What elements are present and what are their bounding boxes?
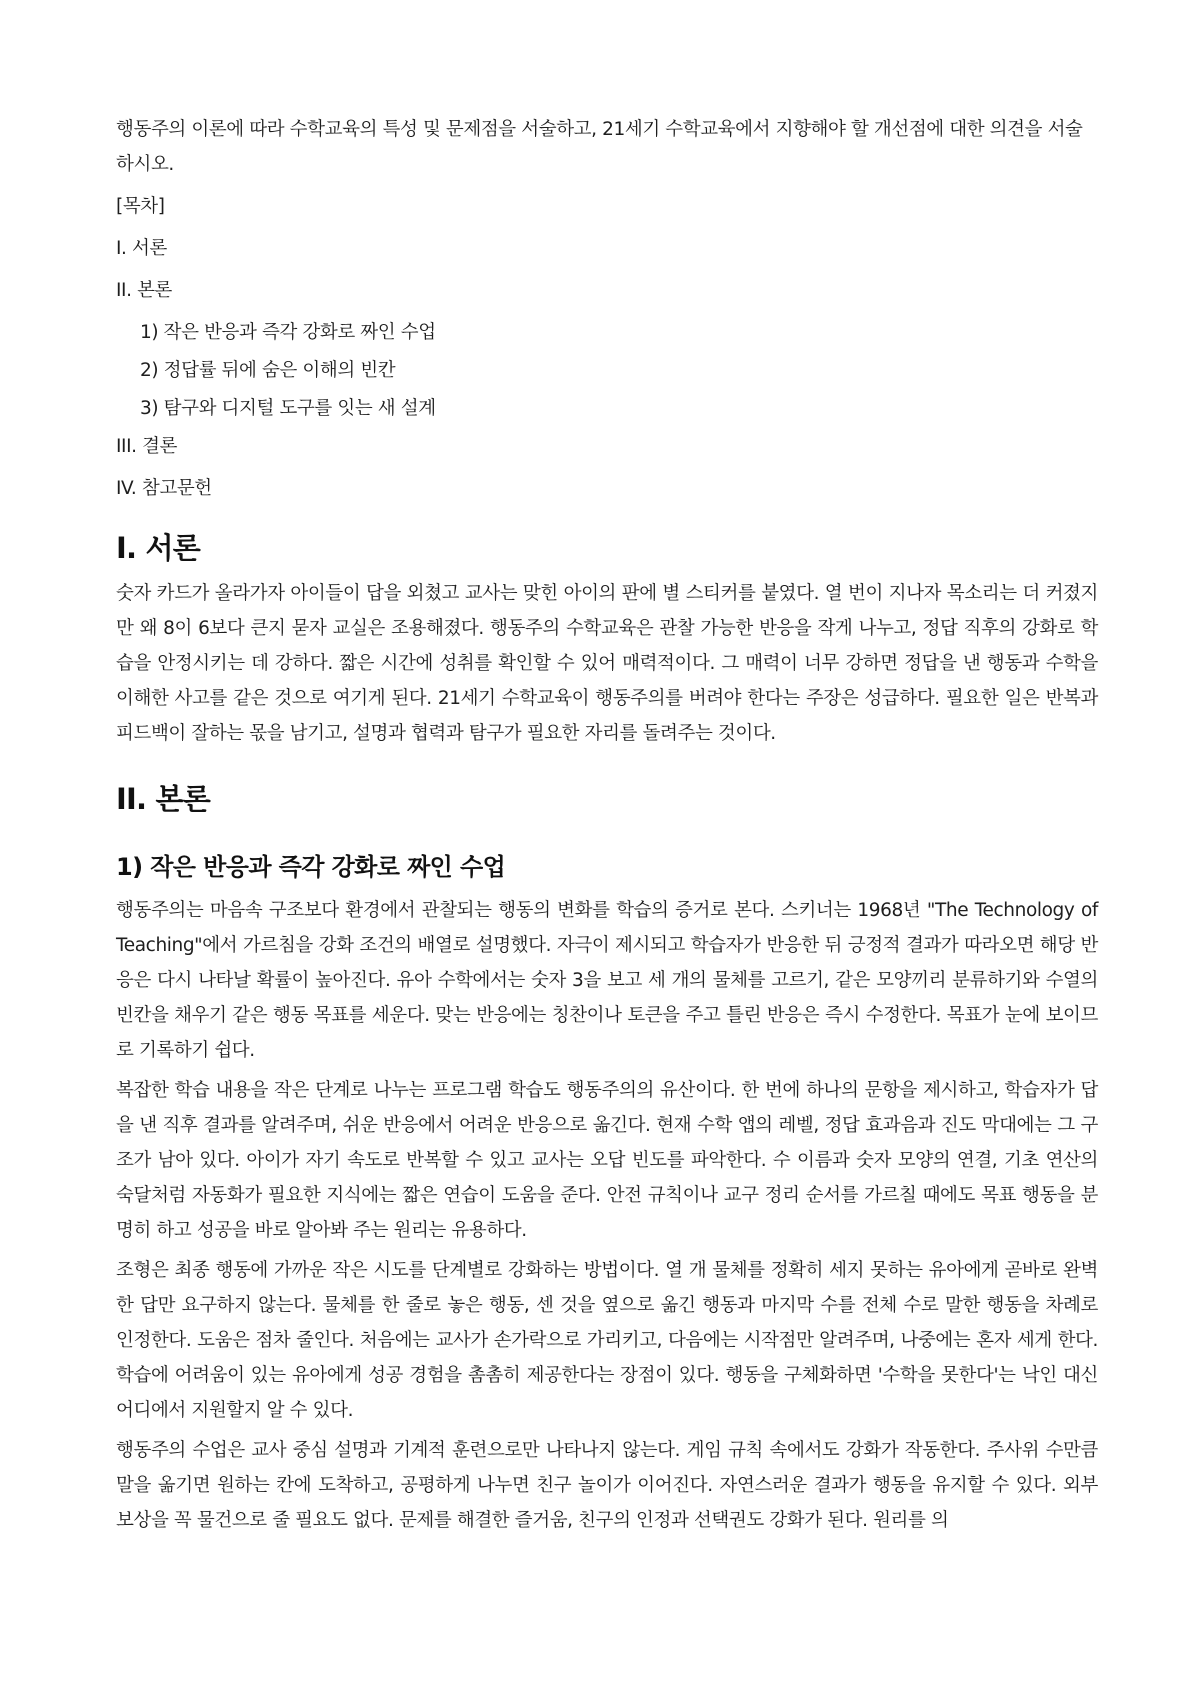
toc-item-body-1: 1) 작은 반응과 즉각 강화로 짜인 수업: [140, 322, 436, 343]
section-1-heading: 1) 작은 반응과 즉각 강화로 짜인 수업: [116, 853, 506, 881]
section-1-paragraph-1: 행동주의는 마음속 구조보다 환경에서 관찰되는 행동의 변화를 학습의 증거로 본다. 스키너는 1968년 "The Technology of Teaching"에서 가르침을 강화 조건의 배열로 설명했다. 자극이 제시되고 학습자가 반응한 뒤 긍정적 결과가 따라오면 해당 반응은 다시 나타날 확률이 높아진다. 유아 수학에서는 숫자 3을 보고 세 개의 물체를 고르기, 같은 모양끼리 분류하기와 수열의 빈칸을 채우기 같은 행동 목표를 세운다. 맞는 반응에는 칭찬이나 토큰을 주고 틀린 반응은 즉시 수정한다. 목표가 눈에 보이므로 기록하기 쉽다.: [116, 900, 1098, 1061]
toc-item-body: II. 본론: [116, 280, 173, 301]
toc-item-references: IV. 참고문헌: [116, 478, 212, 499]
section-1-paragraph-3: 조형은 최종 행동에 가까운 작은 시도를 단계별로 강화하는 방법이다. 열 개 물체를 정확히 세지 못하는 유아에게 곧바로 완벽한 답만 요구하지 않는다. 물체를 한 줄로 놓은 행동, 센 것을 옆으로 옮긴 행동과 마지막 수를 전체 수로 말한 행동을 차례로 인정한다. 도움은 점차 줄인다. 처음에는 교사가 손가락으로 가리키고, 다음에는 시작점만 알려주며, 나중에는 혼자 세게 한다. 학습에 어려움이 있는 유아에게 성공 경험을 촘촘히 제공한다는 장점이 있다. 행동을 구체화하면 '수학을 못한다'는 낙인 대신 어디에서 지원할지 알 수 있다.: [116, 1260, 1098, 1421]
toc-item-conclusion: III. 결론: [116, 436, 178, 457]
toc-item-body-2: 2) 정답률 뒤에 숨은 이해의 빈칸: [140, 360, 396, 381]
question-text: 행동주의 이론에 따라 수학교육의 특성 및 문제점을 서술하고, 21세기 수학교육에서 지향해야 할 개선점에 대한 의견을 서술하시오.: [116, 119, 1083, 175]
table-of-contents: [116, 194, 1098, 502]
toc-item-body-3: 3) 탐구와 디지털 도구를 잇는 새 설계: [140, 398, 436, 419]
document-page: [116, 112, 1098, 1538]
intro-heading: I. 서론: [116, 531, 200, 565]
section-1-paragraph-2: 복잡한 학습 내용을 작은 단계로 나누는 프로그램 학습도 행동주의의 유산이다. 한 번에 하나의 문항을 제시하고, 학습자가 답을 낸 직후 결과를 알려주며, 쉬운 반응에서 어려운 반응으로 옮긴다. 현재 수학 앱의 레벨, 정답 효과음과 진도 막대에는 그 구조가 남아 있다. 아이가 자기 속도로 반복할 수 있고 교사는 오답 빈도를 파악한다. 수 이름과 숫자 모양의 연결, 기초 연산의 숙달처럼 자동화가 필요한 지식에는 짧은 연습이 도움을 준다. 안전 규칙이나 교구 정리 순서를 가르칠 때에도 목표 행동을 분명히 하고 성공을 바로 알아봐 주는 원리는 유용하다.: [116, 1080, 1098, 1241]
intro-paragraph: 숫자 카드가 올라가자 아이들이 답을 외쳤고 교사는 맞힌 아이의 판에 별 스티커를 붙였다. 열 번이 지나자 목소리는 더 커졌지만 왜 8이 6보다 큰지 묻자 교실은 조용해졌다. 행동주의 수학교육은 관찰 가능한 반응을 작게 나누고, 정답 직후의 강화로 학습을 안정시키는 데 강하다. 짧은 시간에 성취를 확인할 수 있어 매력적이다. 그 매력이 너무 강하면 정답을 낸 행동과 수학을 이해한 사고를 같은 것으로 여기게 된다. 21세기 수학교육이 행동주의를 버려야 한다는 주장은 성급하다. 필요한 일은 반복과 피드백이 잘하는 몫을 남기고, 설명과 협력과 탐구가 필요한 자리를 돌려주는 것이다.: [116, 583, 1098, 744]
toc-title: [목차]: [116, 196, 165, 217]
section-1-paragraph-4: 행동주의 수업은 교사 중심 설명과 기계적 훈련으로만 나타나지 않는다. 게임 규칙 속에서도 강화가 작동한다. 주사위 수만큼 말을 옮기면 원하는 칸에 도착하고, 공평하게 나누면 친구 놀이가 이어진다. 자연스러운 결과가 행동을 유지할 수 있다. 외부 보상을 꼭 물건으로 줄 필요도 없다. 문제를 해결한 즐거움, 친구의 인정과 선택권도 강화가 된다. 원리를 의: [116, 1440, 1098, 1531]
body-heading: II. 본론: [116, 782, 210, 816]
toc-item-intro: I. 서론: [116, 238, 167, 259]
